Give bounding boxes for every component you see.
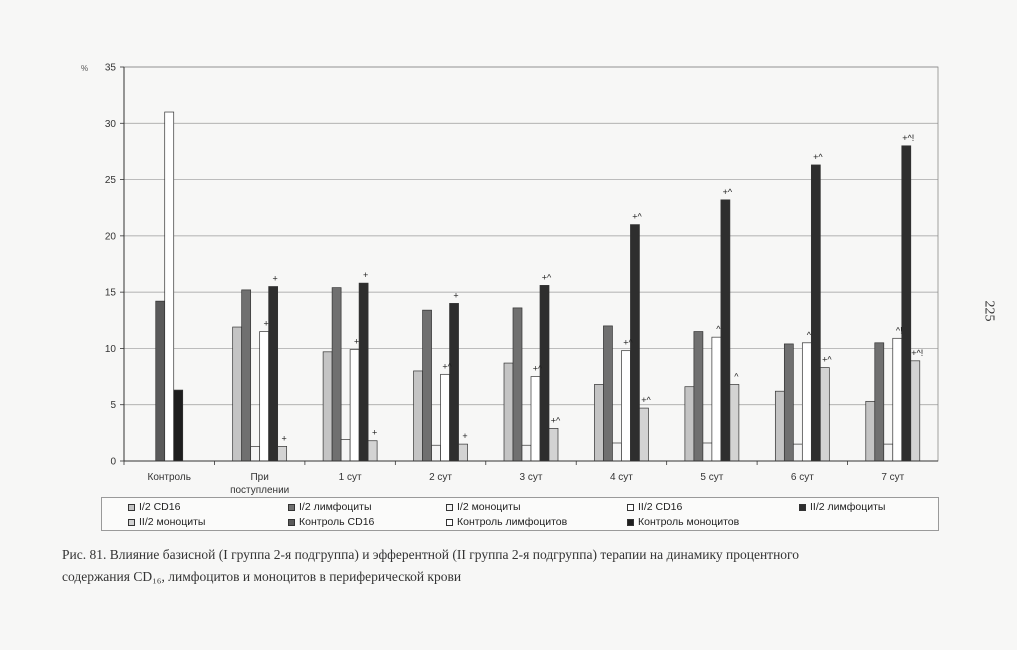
- bar-1-2: [233, 327, 242, 461]
- legend-item: [446, 516, 567, 528]
- bar-8-1: [165, 112, 174, 461]
- bar-3-9: [884, 444, 893, 461]
- x-tick-label: Контроль: [147, 472, 191, 483]
- bars: [156, 112, 920, 461]
- x-tick-label: поступлении: [230, 485, 290, 496]
- x-tick-label: 3 сут: [519, 472, 543, 483]
- bar-4-7: [712, 337, 721, 461]
- bar-5-2: [269, 287, 278, 461]
- legend-item: [627, 501, 682, 513]
- legend-swatch: [799, 504, 806, 511]
- bar-6-9: [911, 361, 920, 461]
- y-tick-label: 35: [104, 62, 116, 74]
- bar-2-3: [332, 288, 341, 461]
- bar-4-2: [260, 332, 269, 461]
- legend-swatch: [288, 504, 295, 511]
- bar-2-4: [423, 310, 432, 461]
- significance-mark: +: [281, 433, 287, 444]
- bar-1-7: [685, 387, 694, 461]
- bar-5-4: [450, 303, 459, 461]
- bar-2-9: [875, 343, 884, 461]
- bar-5-7: [721, 200, 730, 461]
- significance-mark: +: [362, 270, 369, 281]
- bar-3-4: [432, 445, 441, 461]
- bar-2-8: [784, 344, 793, 461]
- bar-3-8: [793, 444, 802, 461]
- significance-mark: +^: [722, 186, 733, 197]
- bar-3-7: [703, 443, 712, 461]
- bar-1-6: [594, 384, 603, 461]
- bar-1-9: [866, 401, 875, 461]
- significance-mark: ^: [806, 329, 811, 340]
- x-tick-label: 4 сут: [609, 472, 633, 483]
- y-tick-label: 5: [110, 400, 116, 412]
- x-tick-label: При: [250, 472, 269, 483]
- bar-2-6: [603, 326, 612, 461]
- bar-6-5: [549, 428, 558, 461]
- legend-label: I/2 моноциты: [457, 501, 521, 513]
- bar-6-2: [278, 446, 287, 461]
- bar-3-3: [341, 440, 350, 461]
- y-tick-label: 30: [104, 118, 116, 130]
- bar-6-7: [730, 384, 739, 461]
- y-tick-labels: [105, 63, 117, 468]
- x-tick-label: 5 сут: [700, 472, 724, 483]
- legend-item: [288, 516, 374, 528]
- figure-caption: [62, 544, 962, 588]
- caption-line-2: содержания CD₁₆, лимфоцитов и моноцитов в периферической крови: [62, 569, 462, 584]
- significance-mark: +^: [813, 151, 823, 162]
- legend-item: [627, 516, 739, 528]
- legend-swatch: [128, 519, 135, 526]
- significance-mark: +^!: [902, 132, 915, 143]
- legend-label: I/2 лимфоциты: [299, 501, 372, 513]
- legend-item: [799, 501, 885, 513]
- significance-mark: +: [263, 318, 269, 329]
- significance-mark: +^: [623, 337, 633, 348]
- bar-7-1: [156, 301, 165, 461]
- legend-label: Контроль CD16: [299, 516, 375, 528]
- significance-mark: ^: [734, 371, 739, 382]
- bar-3-6: [612, 443, 621, 461]
- bar-6-4: [459, 444, 468, 461]
- bar-1-3: [323, 352, 332, 461]
- legend-swatch: [288, 519, 295, 526]
- significance-mark: ^: [716, 324, 721, 335]
- legend-label: Контроль лимфоцитов: [457, 516, 568, 528]
- legend-swatch: [627, 504, 634, 511]
- legend-label: II/2 моноциты: [139, 516, 206, 528]
- chart-legend: [101, 497, 939, 531]
- legend-swatch: [446, 504, 453, 511]
- bar-2-5: [513, 308, 522, 461]
- bar-5-3: [359, 283, 368, 461]
- x-tick-label: 2 сут: [429, 472, 453, 483]
- bar-5-8: [811, 165, 820, 461]
- bar-6-6: [639, 408, 648, 461]
- significance-mark: +^: [632, 211, 642, 222]
- x-tick-label: 1 сут: [338, 472, 362, 483]
- legend-label: II/2 CD16: [638, 501, 683, 513]
- y-tick-label: 10: [104, 343, 116, 355]
- bar-4-9: [893, 338, 902, 461]
- x-tick-label: 7 сут: [881, 472, 905, 483]
- significance-mark: +: [453, 290, 459, 301]
- bar-4-6: [621, 351, 630, 461]
- bar-2-2: [242, 290, 251, 461]
- bar-4-8: [802, 343, 811, 461]
- significance-mark: +^: [641, 395, 651, 406]
- legend-item: [128, 501, 180, 513]
- bar-3-2: [251, 446, 260, 461]
- bar-2-7: [694, 332, 703, 461]
- significance-mark: +: [353, 336, 360, 347]
- y-tick-label: 20: [104, 231, 116, 243]
- bar-6-8: [820, 368, 829, 461]
- significance-mark: +^: [822, 354, 832, 365]
- y-tick-label: 25: [104, 175, 116, 187]
- legend-swatch: [446, 519, 453, 526]
- significance-mark: +^: [442, 361, 452, 372]
- x-tick-label: 6 сут: [790, 472, 814, 483]
- y-unit-label: %: [81, 64, 89, 73]
- legend-swatch: [128, 504, 135, 511]
- legend-item: [288, 501, 372, 513]
- bar-9-1: [174, 390, 183, 461]
- significance-mark: +: [371, 427, 378, 438]
- bar-4-4: [441, 374, 450, 461]
- y-tick-label: 0: [110, 456, 116, 468]
- bar-5-9: [902, 146, 911, 461]
- legend-label: II/2 лимфоциты: [810, 501, 886, 513]
- legend-swatch: [627, 519, 634, 526]
- bar-4-3: [350, 350, 359, 461]
- significance-mark: +^: [550, 415, 561, 426]
- bar-3-5: [522, 445, 531, 461]
- significance-mark: +^: [541, 272, 552, 283]
- legend-item: [128, 516, 205, 528]
- legend-label: I/2 CD16: [139, 501, 181, 513]
- bar-4-5: [531, 377, 540, 461]
- bar-6-3: [368, 441, 377, 461]
- page-number: 225: [981, 300, 997, 322]
- significance-mark: +^!: [911, 347, 924, 358]
- significance-mark: +: [462, 431, 468, 442]
- bar-1-8: [775, 391, 784, 461]
- legend-label: Контроль моноцитов: [638, 516, 740, 528]
- bar-1-4: [414, 371, 423, 461]
- significance-mark: +^: [532, 363, 543, 374]
- caption-line-1: Рис. 81. Влияние базисной (I группа 2-я подгруппа) и эфферентной (II группа 2-я подгруппа) терапии на динамику процентного: [62, 547, 800, 562]
- significance-mark: +: [272, 273, 278, 284]
- significance-mark: ^!: [895, 325, 903, 336]
- bar-1-5: [504, 363, 513, 461]
- x-tick-labels: [148, 472, 905, 496]
- y-tick-label: 15: [104, 287, 116, 299]
- legend-item: [446, 501, 521, 513]
